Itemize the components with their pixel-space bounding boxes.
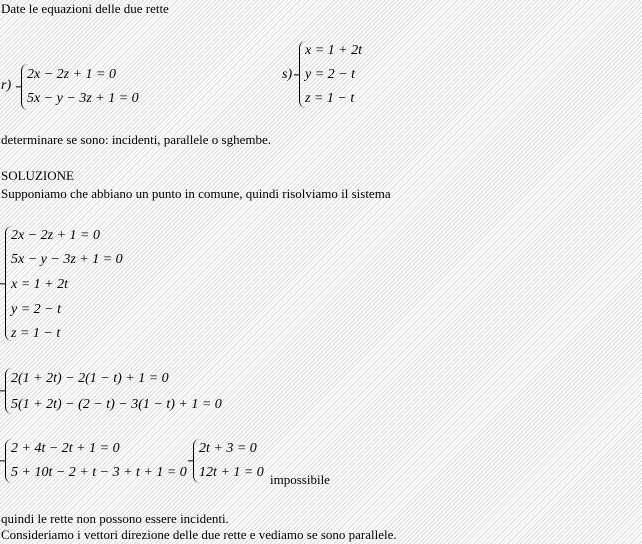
system4-eq-2: 12t + 1 = 0	[199, 465, 264, 480]
system3-eq-2: 5 + 10t − 2 + t − 3 + t + 1 = 0	[11, 465, 187, 480]
system4-eq-1: 2t + 3 = 0	[199, 441, 257, 456]
line-s-eq-1: x = 1 + 2t	[305, 43, 362, 58]
question-text: determinare se sono: incidenti, parallele o sghembe.	[1, 132, 272, 147]
intro-text: Date le equazioni delle due rette	[1, 1, 169, 16]
system2-eq-2: 5(1 + 2t) − (2 − t) − 3(1 − t) + 1 = 0	[11, 397, 222, 412]
system1-eq-3: x = 1 + 2t	[11, 277, 68, 292]
system1-eq-1: 2x − 2z + 1 = 0	[11, 228, 101, 243]
system1-eq-5: z = 1 − t	[11, 326, 61, 341]
line-r-eq-1: 2x − 2z + 1 = 0	[27, 67, 117, 82]
system2-eq-1: 2(1 + 2t) − 2(1 − t) + 1 = 0	[11, 371, 169, 386]
system1-eq-2: 5x − y − 3z + 1 = 0	[11, 252, 123, 267]
conclusion-2: Consideriamo i vettori direzione delle due rette e vediamo se sono parallele.	[1, 527, 397, 542]
line-r-label: r)	[1, 78, 12, 93]
conclusion-1: quindi le rette non possono essere incidenti.	[1, 511, 229, 526]
solution-intro: Supponiamo che abbiano un punto in comune, quindi risolviamo il sistema	[1, 186, 391, 201]
solution-heading: SOLUZIONE	[1, 168, 74, 183]
line-s-eq-2: y = 2 − t	[305, 67, 355, 82]
impossible-label: impossibile	[270, 472, 330, 487]
line-s-label: s)	[282, 67, 293, 82]
line-s-eq-3: z = 1 − t	[305, 91, 355, 106]
system3-eq-1: 2 + 4t − 2t + 1 = 0	[11, 441, 120, 456]
line-r-eq-2: 5x − y − 3z + 1 = 0	[27, 91, 139, 106]
system1-eq-4: y = 2 − t	[11, 302, 61, 317]
